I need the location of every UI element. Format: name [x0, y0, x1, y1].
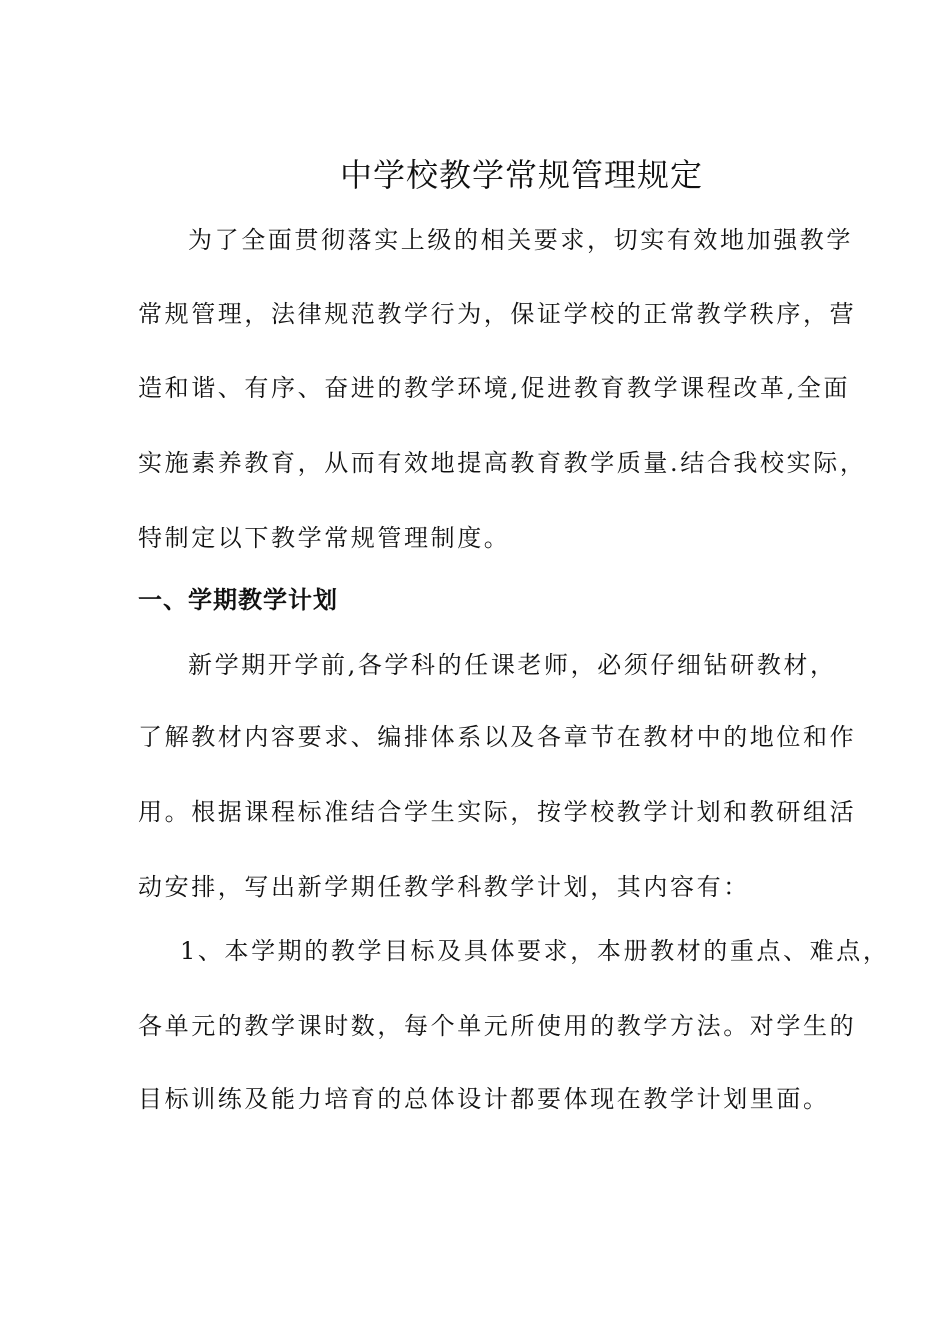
section-heading-1: 一、学期教学计划	[138, 586, 338, 614]
section1-paragraph-line-2: 了解教材内容要求、编排体系以及各章节在教材中的地位和作	[138, 723, 857, 751]
section1-paragraph-line-1: 新学期开学前,各学科的任课老师，必须仔细钻研教材，	[188, 651, 837, 679]
section1-paragraph-line-3: 用。根据课程标准结合学生实际，按学校教学计划和教研组活	[138, 798, 857, 826]
intro-line-2: 常规管理，法律规范教学行为，保证学校的正常教学秩序，营	[138, 300, 857, 328]
intro-line-3: 造和谐、有序、奋进的教学环境,促进教育教学课程改革,全面	[138, 374, 851, 402]
intro-line-5: 特制定以下教学常规管理制度。	[138, 524, 511, 552]
intro-line-1: 为了全面贯彻落实上级的相关要求，切实有效地加强教学	[188, 226, 853, 254]
item-1-line-3: 目标训练及能力培育的总体设计都要体现在教学计划里面。	[138, 1085, 830, 1113]
section1-paragraph-line-4: 动安排，写出新学期任教学科教学计划，其内容有：	[138, 873, 750, 901]
item-1-line-2: 各单元的教学课时数，每个单元所使用的教学方法。对学生的	[138, 1012, 857, 1040]
intro-line-4: 实施素养教育，从而有效地提高教育教学质量.结合我校实际，	[138, 449, 867, 477]
item-1-line-1: 1、本学期的教学目标及具体要求，本册教材的重点、难点，	[180, 937, 890, 965]
document-title: 中学校教学常规管理规定	[340, 156, 704, 194]
